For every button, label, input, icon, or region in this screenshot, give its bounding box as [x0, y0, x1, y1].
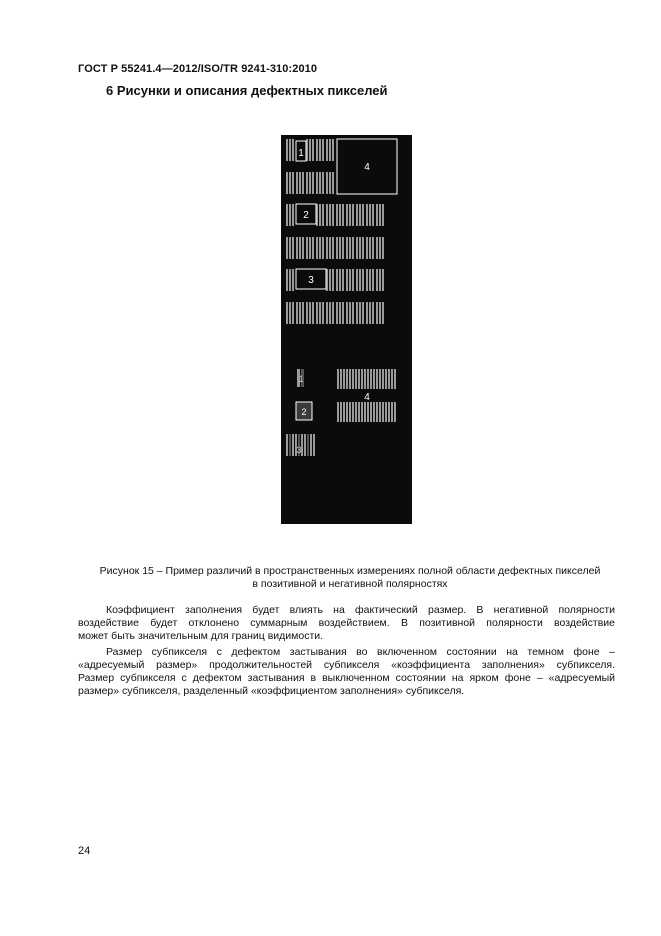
- subpixel: [329, 139, 331, 161]
- subpixel: [302, 237, 304, 259]
- defect-subpixel: [355, 402, 357, 422]
- subpixel: [346, 204, 348, 226]
- subpixel: [339, 302, 341, 324]
- defect-subpixel: [388, 402, 390, 422]
- defect-subpixel: [370, 402, 372, 422]
- subpixel: [332, 269, 334, 291]
- paragraph-line: Коэффициент заполнения будет влиять на фактический размер. В негативной полярности: [106, 604, 615, 616]
- subpixel: [366, 237, 368, 259]
- subpixel: [322, 139, 324, 161]
- subpixel: [342, 269, 344, 291]
- subpixel: [292, 302, 294, 324]
- subpixel: [286, 172, 288, 194]
- subpixel: [316, 237, 318, 259]
- subpixel: [322, 237, 324, 259]
- subpixel: [286, 302, 288, 324]
- subpixel: [326, 302, 328, 324]
- figure-svg: [281, 135, 412, 524]
- defect-subpixel: [364, 369, 366, 389]
- subpixel: [326, 237, 328, 259]
- defect-subpixel: [358, 369, 360, 389]
- paragraph-line: воздействие будет отклонено суммарным воздействием. В позитивной полярности воздействие: [78, 617, 615, 629]
- subpixel: [289, 172, 291, 194]
- defect-subpixel: [394, 369, 396, 389]
- subpixel: [329, 204, 331, 226]
- subpixel: [322, 302, 324, 324]
- defect-label-b4: 4: [364, 392, 370, 403]
- subpixel: [379, 302, 381, 324]
- subpixel: [316, 139, 318, 161]
- defect-subpixel: [376, 402, 378, 422]
- subpixel: [316, 172, 318, 194]
- subpixel: [349, 237, 351, 259]
- defect-subpixel: [370, 369, 372, 389]
- subpixel: [309, 237, 311, 259]
- defect-subpixel: [391, 369, 393, 389]
- defect-subpixel: [373, 402, 375, 422]
- defect-subpixel: [361, 402, 363, 422]
- subpixel: [339, 204, 341, 226]
- subpixel: [352, 302, 354, 324]
- figure-caption-line1: Рисунок 15 – Пример различий в пространственных измерениях полной области дефектных пикселей: [99, 565, 601, 577]
- subpixel: [336, 237, 338, 259]
- subpixel: [376, 269, 378, 291]
- subpixel: [309, 302, 311, 324]
- subpixel: [376, 204, 378, 226]
- paragraph-line: Размер субпикселя с дефектом застывания во включенном состоянии на темном фоне –: [106, 646, 615, 658]
- subpixel: [382, 204, 384, 226]
- defect-subpixel: [352, 369, 354, 389]
- subpixel: [349, 302, 351, 324]
- subpixel: [326, 204, 328, 226]
- subpixel: [322, 204, 324, 226]
- subpixel: [369, 302, 371, 324]
- subpixel: [286, 204, 288, 226]
- subpixel: [352, 204, 354, 226]
- subpixel: [329, 302, 331, 324]
- body-paragraph-2: [78, 646, 615, 698]
- subpixel: [356, 204, 358, 226]
- defect-subpixel: [346, 369, 348, 389]
- subpixel: [299, 302, 301, 324]
- subpixel: [372, 269, 374, 291]
- subpixel: [319, 204, 321, 226]
- subpixel: [356, 237, 358, 259]
- defect-subpixel: [343, 369, 345, 389]
- subpixel: [326, 139, 328, 161]
- subpixel: [359, 269, 361, 291]
- subpixel: [296, 237, 298, 259]
- subpixel: [346, 269, 348, 291]
- subpixel: [306, 172, 308, 194]
- subpixel: [316, 302, 318, 324]
- defect-label-2: 2: [303, 210, 309, 221]
- subpixel: [342, 204, 344, 226]
- defect-subpixel: [385, 402, 387, 422]
- subpixel: [306, 302, 308, 324]
- subpixel: [349, 269, 351, 291]
- subpixel: [339, 269, 341, 291]
- subpixel: [292, 237, 294, 259]
- subpixel: [312, 237, 314, 259]
- subpixel: [382, 269, 384, 291]
- subpixel: [342, 302, 344, 324]
- subpixel: [376, 237, 378, 259]
- subpixel: [329, 172, 331, 194]
- paragraph-line: может быть значительным для границ видимости.: [78, 630, 324, 642]
- defect-subpixel: [367, 369, 369, 389]
- subpixel: [312, 139, 314, 161]
- defect-subpixel: [391, 402, 393, 422]
- subpixel: [356, 302, 358, 324]
- subpixel: [379, 269, 381, 291]
- subpixel: [342, 237, 344, 259]
- subpixel: [312, 172, 314, 194]
- subpixel: [372, 204, 374, 226]
- defect-label-b2: 2: [301, 407, 307, 417]
- subpixel: [366, 269, 368, 291]
- subpixel: [306, 237, 308, 259]
- subpixel: [336, 204, 338, 226]
- defect-subpixel: [382, 369, 384, 389]
- subpixel: [352, 269, 354, 291]
- subpixel: [372, 237, 374, 259]
- defect-subpixel: [349, 369, 351, 389]
- subpixel: [286, 237, 288, 259]
- defect-subpixel: [304, 434, 306, 456]
- subpixel: [359, 302, 361, 324]
- subpixel: [322, 172, 324, 194]
- defect-label-b1: 1: [298, 374, 304, 384]
- subpixel: [289, 302, 291, 324]
- defect-subpixel: [361, 369, 363, 389]
- subpixel: [319, 139, 321, 161]
- subpixel: [346, 237, 348, 259]
- subpixel: [366, 302, 368, 324]
- defect-subpixel: [379, 402, 381, 422]
- subpixel: [362, 237, 364, 259]
- defect-label-4: 4: [364, 162, 370, 173]
- subpixel: [369, 269, 371, 291]
- subpixel: [292, 139, 294, 161]
- defect-subpixel: [343, 402, 345, 422]
- defect-subpixel: [286, 434, 288, 456]
- subpixel: [319, 172, 321, 194]
- subpixel: [362, 302, 364, 324]
- subpixel: [376, 302, 378, 324]
- defect-subpixel: [352, 402, 354, 422]
- subpixel: [286, 139, 288, 161]
- subpixel: [329, 269, 331, 291]
- subpixel: [309, 139, 311, 161]
- defect-label-3: 3: [308, 275, 314, 286]
- subpixel: [332, 204, 334, 226]
- defect-subpixel: [364, 402, 366, 422]
- subpixel: [332, 237, 334, 259]
- subpixel: [369, 237, 371, 259]
- subpixel: [336, 302, 338, 324]
- subpixel: [299, 237, 301, 259]
- defect-subpixel: [289, 434, 291, 456]
- defect-subpixel: [355, 369, 357, 389]
- subpixel: [359, 204, 361, 226]
- defect-subpixel: [313, 434, 315, 456]
- defect-subpixel: [385, 369, 387, 389]
- subpixel: [319, 237, 321, 259]
- subpixel: [379, 204, 381, 226]
- defect-subpixel: [340, 369, 342, 389]
- subpixel: [296, 172, 298, 194]
- defect-subpixel: [367, 402, 369, 422]
- defect-subpixel: [394, 402, 396, 422]
- defect-subpixel: [337, 369, 339, 389]
- subpixel: [332, 302, 334, 324]
- subpixel: [332, 139, 334, 161]
- subpixel: [332, 172, 334, 194]
- subpixel: [289, 237, 291, 259]
- subpixel: [292, 204, 294, 226]
- subpixel: [289, 204, 291, 226]
- subpixel: [379, 237, 381, 259]
- subpixel: [346, 302, 348, 324]
- defect-pixel-figure: [281, 135, 412, 524]
- subpixel: [302, 172, 304, 194]
- subpixel: [336, 269, 338, 291]
- defect-subpixel: [340, 402, 342, 422]
- subpixel: [319, 302, 321, 324]
- subpixel: [312, 302, 314, 324]
- defect-subpixel: [337, 402, 339, 422]
- subpixel: [339, 237, 341, 259]
- defect-subpixel: [382, 402, 384, 422]
- defect-subpixel: [373, 369, 375, 389]
- subpixel: [289, 269, 291, 291]
- subpixel: [326, 172, 328, 194]
- subpixel: [292, 172, 294, 194]
- subpixel: [362, 204, 364, 226]
- subpixel: [382, 302, 384, 324]
- paragraph-line: размер» субпикселя, разделенный «коэффициентом заполнения» субпикселя.: [78, 685, 465, 697]
- defect-subpixel: [346, 402, 348, 422]
- subpixel: [366, 204, 368, 226]
- subpixel: [352, 237, 354, 259]
- subpixel: [359, 237, 361, 259]
- paragraph-line: «адресуемый размер» продолжительностей субпикселя «коэффициента заполнения» субпикселя.: [78, 659, 615, 671]
- defect-label-b3: 3: [296, 445, 302, 455]
- defect-subpixel: [307, 434, 309, 456]
- defect-subpixel: [292, 434, 294, 456]
- subpixel: [289, 139, 291, 161]
- defect-label-1: 1: [298, 148, 304, 159]
- section-title: 6 Рисунки и описания дефектных пикселей: [106, 83, 388, 98]
- page-number: 24: [78, 845, 91, 857]
- subpixel: [296, 302, 298, 324]
- defect-subpixel: [379, 369, 381, 389]
- subpixel: [292, 269, 294, 291]
- paragraph-line: Размер субпикселя с дефектом застывания в выключенном состоянии на ярком фоне – «адресуемый: [78, 672, 615, 684]
- subpixel: [309, 172, 311, 194]
- subpixel: [349, 204, 351, 226]
- defect-subpixel: [376, 369, 378, 389]
- subpixel: [362, 269, 364, 291]
- defect-subpixel: [310, 434, 312, 456]
- defect-subpixel: [349, 402, 351, 422]
- subpixel: [302, 302, 304, 324]
- subpixel: [286, 269, 288, 291]
- subpixel: [329, 237, 331, 259]
- subpixel: [372, 302, 374, 324]
- defect-subpixel: [388, 369, 390, 389]
- document-header: ГОСТ Р 55241.4—2012/ISO/TR 9241-310:2010: [78, 63, 318, 75]
- figure-caption-line2: в позитивной и негативной полярностях: [252, 578, 448, 590]
- subpixel: [369, 204, 371, 226]
- body-paragraph-1: [78, 604, 615, 643]
- defect-subpixel: [358, 402, 360, 422]
- subpixel: [299, 172, 301, 194]
- subpixel: [382, 237, 384, 259]
- subpixel: [356, 269, 358, 291]
